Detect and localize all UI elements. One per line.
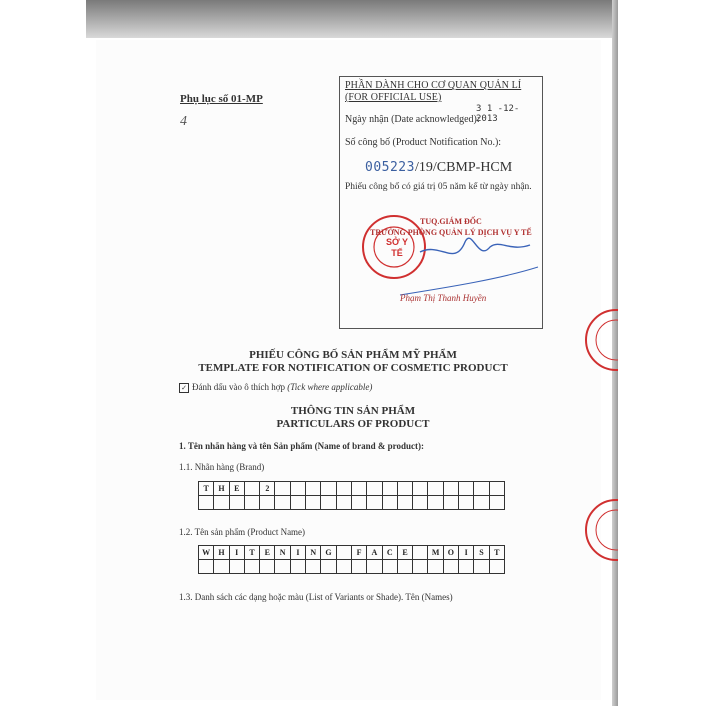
grid-cell <box>474 560 489 574</box>
grid-cell <box>336 546 351 560</box>
grid-cell <box>367 496 382 510</box>
grid-cell: I <box>229 546 244 560</box>
tick-instruction-text: Đánh dấu vào ô thích hợp <box>192 382 288 392</box>
scanner-top-shadow <box>86 0 618 38</box>
grid-cell <box>199 496 214 510</box>
date-acknowledged-label: Ngày nhận (Date acknowledged): <box>345 114 480 125</box>
grid-cell <box>306 560 321 574</box>
notification-number-suffix: /19/CBMP-HCM <box>414 160 513 175</box>
grid-cell <box>428 496 443 510</box>
grid-cell <box>443 482 458 496</box>
grid-cell <box>306 496 321 510</box>
product-name-label: 1.2. Tên sản phẩm (Product Name) <box>179 527 306 537</box>
grid-cell <box>306 482 321 496</box>
grid-cell <box>290 496 305 510</box>
signer-department: TRƯỞNG PHÒNG QUẢN LÝ DỊCH VỤ Y TẾ <box>370 228 532 237</box>
grid-cell <box>428 482 443 496</box>
grid-cell <box>397 560 412 574</box>
notification-number-value: 005223 <box>365 160 415 175</box>
grid-cell: C <box>382 546 397 560</box>
grid-cell: E <box>229 482 244 496</box>
product-name-grid <box>198 545 505 574</box>
grid-cell <box>321 496 336 510</box>
tick-instruction-italic: (Tick where applicable) <box>287 382 373 392</box>
notification-number-label: Số công bố (Product Notification No.): <box>345 137 502 148</box>
section-1-heading: 1. Tên nhãn hàng và tên Sản phẩm (Name of brand & product): <box>179 441 424 451</box>
grid-cell: H <box>214 482 229 496</box>
grid-cell: T <box>244 546 259 560</box>
grid-cell <box>229 560 244 574</box>
grid-cell <box>336 560 351 574</box>
grid-cell <box>489 482 504 496</box>
grid-cell: S <box>474 546 489 560</box>
grid-cell <box>260 496 275 510</box>
grid-cell <box>321 482 336 496</box>
official-heading-vi: PHẦN DÀNH CHO CƠ QUAN QUẢN LÍ <box>345 80 522 91</box>
validity-note: Phiếu công bố có giá trị 05 năm kể từ ngày nhận. <box>345 182 532 192</box>
grid-cell: A <box>367 546 382 560</box>
appendix-number: Phụ lục số 01-MP <box>180 93 263 105</box>
grid-cell: F <box>351 546 366 560</box>
grid-cell <box>443 496 458 510</box>
grid-cell <box>367 560 382 574</box>
grid-cell: E <box>260 546 275 560</box>
grid-cell: M <box>428 546 443 560</box>
grid-cell <box>229 496 244 510</box>
official-heading-en: (FOR OFFICIAL USE) <box>345 92 442 103</box>
grid-cell <box>367 482 382 496</box>
grid-cell: H <box>214 546 229 560</box>
grid-cell: 2 <box>260 482 275 496</box>
grid-cell <box>336 482 351 496</box>
tick-instruction <box>179 382 372 393</box>
brand-label: 1.1. Nhãn hàng (Brand) <box>179 462 265 472</box>
grid-cell <box>275 482 290 496</box>
grid-row <box>199 482 505 496</box>
grid-cell <box>275 560 290 574</box>
grid-cell <box>428 560 443 574</box>
received-date-stamp: 3 1 -12- 2013 <box>476 104 520 124</box>
grid-cell: N <box>275 546 290 560</box>
grid-cell <box>459 496 474 510</box>
grid-cell <box>474 482 489 496</box>
section-heading-vi: THÔNG TIN SẢN PHẨM <box>290 405 416 417</box>
grid-row <box>199 546 505 560</box>
grid-cell <box>489 496 504 510</box>
notification-number <box>365 160 512 176</box>
handwritten-mark: 4 <box>180 114 187 129</box>
document-title-vi: PHIẾU CÔNG BỐ SẢN PHẨM MỸ PHẨM <box>249 349 457 361</box>
grid-row <box>199 560 505 574</box>
grid-cell <box>351 482 366 496</box>
grid-cell <box>489 560 504 574</box>
grid-cell <box>244 560 259 574</box>
stamp-text: SỞ Y TẾ <box>385 237 409 258</box>
grid-cell <box>244 482 259 496</box>
grid-row <box>199 496 505 510</box>
grid-cell: T <box>489 546 504 560</box>
grid-cell <box>459 482 474 496</box>
grid-cell <box>413 496 428 510</box>
grid-cell <box>474 496 489 510</box>
grid-cell: E <box>397 546 412 560</box>
grid-cell: N <box>306 546 321 560</box>
grid-cell <box>397 482 412 496</box>
document-title-en: TEMPLATE FOR NOTIFICATION OF COSMETIC PRODUCT <box>198 362 508 374</box>
grid-cell <box>290 560 305 574</box>
grid-cell <box>443 560 458 574</box>
grid-cell <box>413 560 428 574</box>
grid-cell <box>214 496 229 510</box>
grid-cell <box>413 546 428 560</box>
grid-cell <box>244 496 259 510</box>
grid-cell <box>382 482 397 496</box>
signer-name: Phạm Thị Thanh Huyền <box>400 293 487 303</box>
grid-cell <box>214 560 229 574</box>
grid-cell: G <box>321 546 336 560</box>
grid-cell: I <box>459 546 474 560</box>
grid-cell <box>397 496 412 510</box>
grid-cell <box>413 482 428 496</box>
grid-cell <box>275 496 290 510</box>
official-use-box <box>339 76 543 329</box>
grid-cell <box>260 560 275 574</box>
grid-cell <box>351 560 366 574</box>
grid-cell: I <box>290 546 305 560</box>
grid-cell <box>382 560 397 574</box>
checked-box-icon: ✓ <box>179 383 189 393</box>
grid-cell: O <box>443 546 458 560</box>
partial-stamp-icon <box>578 495 618 565</box>
grid-cell <box>199 560 214 574</box>
grid-cell <box>351 496 366 510</box>
grid-cell: W <box>199 546 214 560</box>
grid-cell: T <box>199 482 214 496</box>
variants-label: 1.3. Danh sách các dạng hoặc màu (List of Variants or Shade). Tên (Names) <box>179 592 453 602</box>
brand-grid <box>198 481 505 510</box>
grid-cell <box>321 560 336 574</box>
section-heading-en: PARTICULARS OF PRODUCT <box>276 418 430 430</box>
grid-cell <box>382 496 397 510</box>
grid-cell <box>459 560 474 574</box>
signer-rank: TUQ.GIÁM ĐỐC <box>420 217 482 226</box>
grid-cell <box>290 482 305 496</box>
grid-cell <box>336 496 351 510</box>
